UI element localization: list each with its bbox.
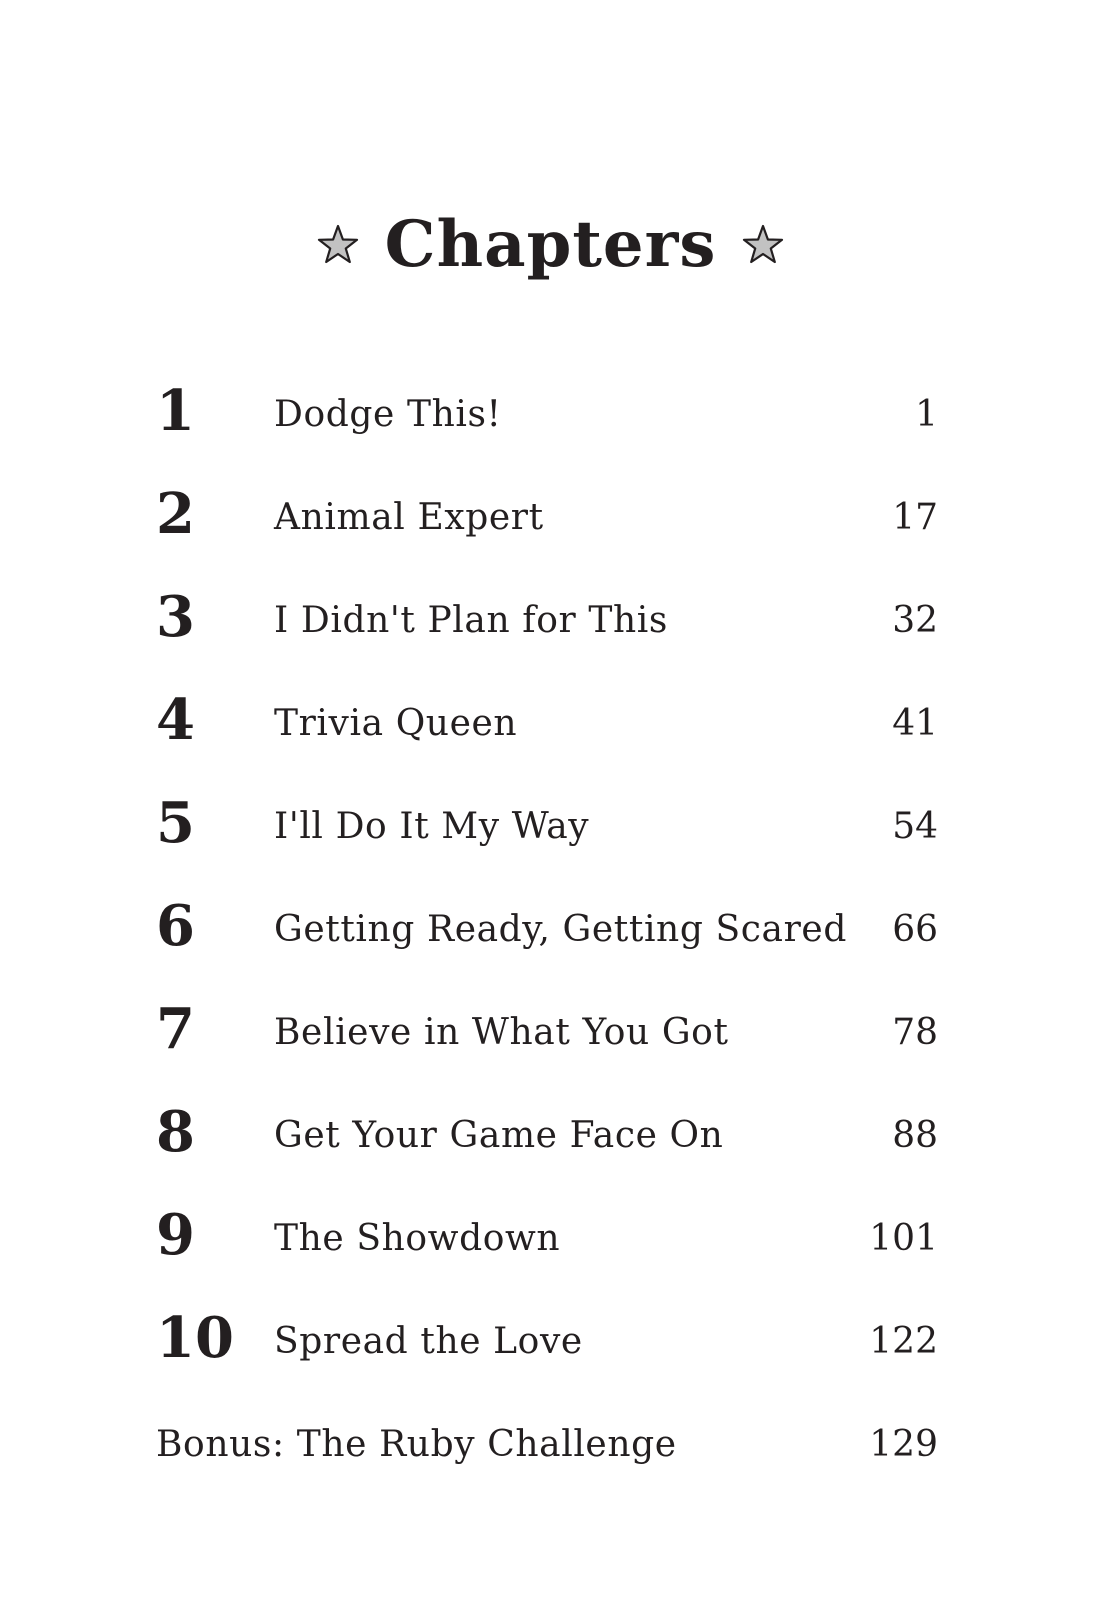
chapter-number: 10 (156, 1305, 234, 1371)
chapter-title: I'll Do It My Way (274, 806, 590, 847)
chapter-title: Get Your Game Face On (274, 1115, 724, 1156)
chapter-title: Spread the Love (274, 1321, 583, 1362)
chapter-page-number: 122 (869, 1321, 938, 1362)
chapter-page-number: 32 (892, 600, 938, 641)
chapter-page-number: 17 (892, 497, 938, 538)
chapter-page-number: 101 (869, 1218, 938, 1259)
bonus-row[interactable] (0, 1406, 1101, 1486)
chapter-title: Believe in What You Got (274, 1012, 729, 1053)
bonus-page-number: 129 (869, 1424, 938, 1465)
chapter-row[interactable] (0, 1200, 1101, 1280)
chapter-title: Trivia Queen (274, 703, 518, 744)
chapter-row[interactable] (0, 479, 1101, 559)
star-icon (741, 223, 785, 267)
chapter-page-number: 88 (892, 1115, 938, 1156)
chapter-number: 4 (156, 687, 195, 753)
chapter-number: 2 (156, 481, 195, 547)
chapter-page-number: 66 (892, 909, 938, 950)
chapter-number: 8 (156, 1099, 195, 1165)
chapter-page-number: 54 (892, 806, 938, 847)
chapter-row[interactable] (0, 1303, 1101, 1383)
chapter-number: 1 (156, 378, 195, 444)
chapter-row[interactable] (0, 1097, 1101, 1177)
chapter-row[interactable] (0, 376, 1101, 456)
chapter-number: 7 (156, 996, 195, 1062)
chapter-title: Dodge This! (274, 394, 502, 435)
chapter-page-number: 41 (892, 703, 938, 744)
chapter-number: 6 (156, 893, 195, 959)
chapter-title: The Showdown (274, 1218, 561, 1259)
page-title: Chapters (384, 207, 717, 282)
chapter-row[interactable] (0, 891, 1101, 971)
chapter-page-number: 78 (892, 1012, 938, 1053)
chapter-number: 3 (156, 584, 195, 650)
chapter-title: I Didn't Plan for This (274, 600, 668, 641)
chapter-row[interactable] (0, 788, 1101, 868)
chapter-row[interactable] (0, 994, 1101, 1074)
chapter-row[interactable] (0, 685, 1101, 765)
chapter-title: Getting Ready, Getting Scared (274, 909, 847, 950)
star-icon (316, 223, 360, 267)
chapter-page-number: 1 (915, 394, 938, 435)
chapters-heading (0, 200, 1101, 290)
bonus-title: Bonus: The Ruby Challenge (156, 1424, 677, 1465)
chapter-title: Animal Expert (274, 497, 544, 538)
chapter-row[interactable] (0, 582, 1101, 662)
chapter-number: 9 (156, 1202, 195, 1268)
chapter-number: 5 (156, 790, 195, 856)
